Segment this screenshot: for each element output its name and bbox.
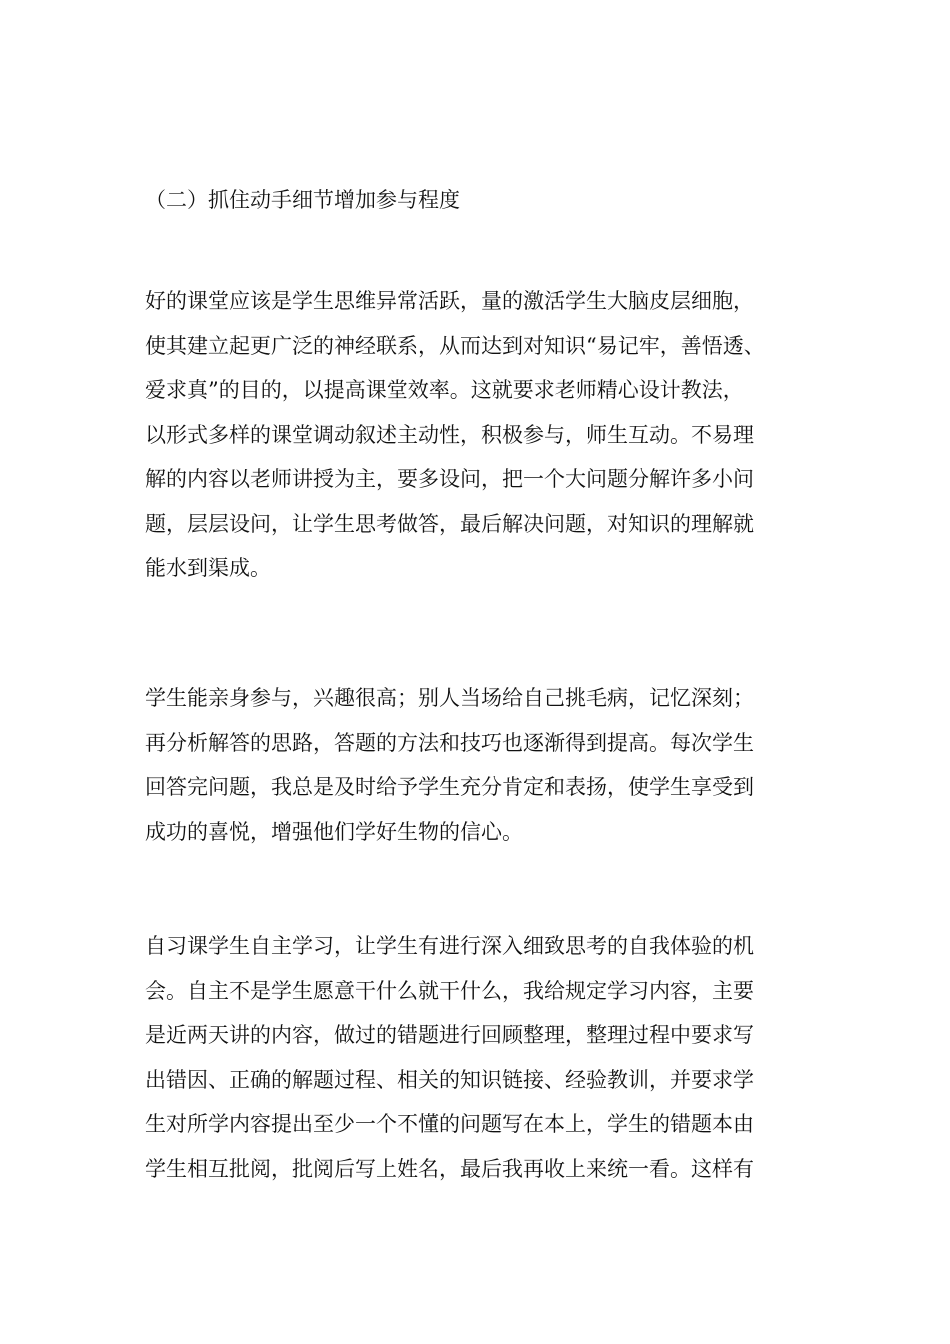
- paragraph-line: 回答完问题，我总是及时给予学生充分肯定和表扬，使学生享受到: [145, 775, 754, 799]
- paragraph-line: 自习课学生自主学习，让学生有进行深入细致思考的自我体验的机: [145, 934, 754, 958]
- paragraph-line: 会。自主不是学生愿意干什么就干什么，我给规定学习内容，主要: [145, 978, 754, 1003]
- paragraph-line: 生对所学内容提出至少一个不懂的问题写在本上，学生的错题本由: [145, 1112, 754, 1136]
- paragraph-line: 爱求真”的目的，以提高课堂效率。这就要求老师精心设计教法，: [145, 378, 744, 402]
- paragraph-line: 题，层层设问，让学生思考做答，最后解决问题，对知识的理解就: [145, 511, 754, 536]
- paragraph-line: 解的内容以老师讲授为主，要多设问，把一个大问题分解许多小问: [145, 467, 754, 491]
- paragraph-line: 学生相互批阅，批阅后写上姓名，最后我再收上来统一看。这样有: [145, 1156, 754, 1181]
- paragraph-line: 以形式多样的课堂调动叙述主动性，积极参与，师生互动。不易理: [145, 422, 754, 447]
- paragraph-line: 出错因、正确的解题过程、相关的知识链接、经验教训，并要求学: [145, 1067, 754, 1092]
- paragraph-3: [145, 928, 754, 1195]
- section-heading: （二）抓住动手细节增加参与程度: [145, 188, 460, 212]
- paragraph-line: 好的课堂应该是学生思维异常活跃，量的激活学生大脑皮层细胞，: [145, 289, 754, 313]
- paragraph-line: 成功的喜悦，增强他们学好生物的信心。: [145, 819, 523, 844]
- paragraph-line: 是近两天讲的内容，做过的错题进行回顾整理，整理过程中要求写: [145, 1023, 754, 1047]
- paragraph-line: 能水到渠成。: [145, 556, 271, 580]
- paragraph-line: 使其建立起更广泛的神经联系，从而达到对知识“易记牢，善悟透、: [145, 333, 765, 358]
- paragraph-2: [145, 680, 754, 858]
- paragraph-line: 学生能亲身参与，兴趣很高；别人当场给自己挑毛病，记忆深刻；: [145, 686, 754, 710]
- paragraph-1: [145, 283, 765, 595]
- paragraph-line: 再分析解答的思路，答题的方法和技巧也逐渐得到提高。每次学生: [145, 730, 754, 755]
